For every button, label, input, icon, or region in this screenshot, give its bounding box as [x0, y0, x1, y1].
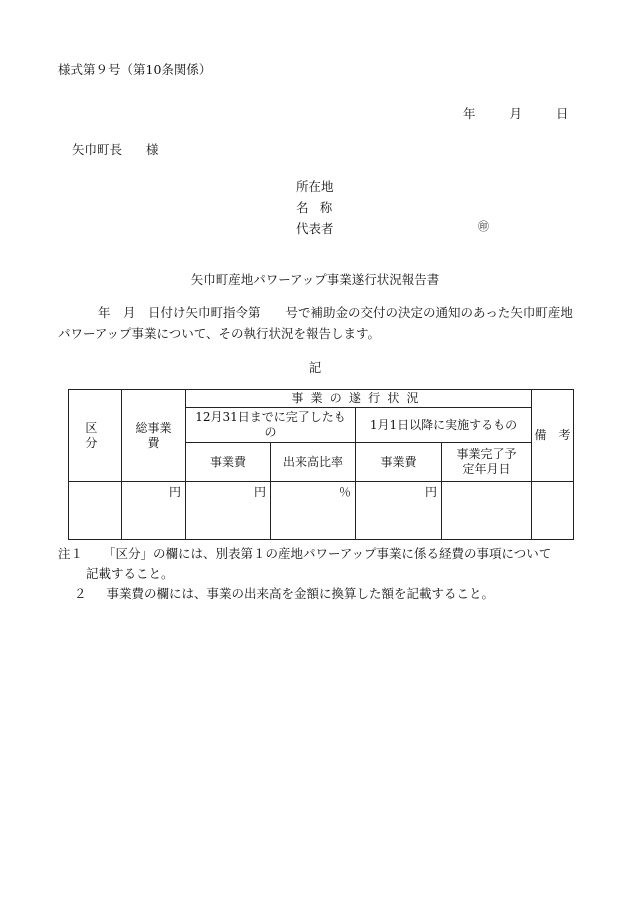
ki-heading: 記 [308, 360, 322, 375]
cell-kubun [69, 482, 122, 540]
addressee-honorific: 様 [146, 142, 159, 157]
date-year-label: 年 [463, 106, 476, 121]
note-1-label: 注１ [58, 546, 84, 561]
header-completion-date: 事業完了予定年月日 [442, 443, 532, 482]
cell-ratio-unit: ％ [271, 482, 356, 540]
note-2 [58, 584, 588, 604]
header-cost-completed: 事業費 [186, 443, 271, 482]
seal-mark: ㊞ [478, 220, 489, 233]
note-1 [58, 544, 588, 564]
header-completed-by-dec31: 12月31日までに完了したもの [186, 408, 356, 443]
header-completion-ratio: 出来高比率 [271, 443, 356, 482]
cell-completion-date [442, 482, 532, 540]
applicant-location-label: 所在地 [296, 179, 334, 194]
date-month-label: 月 [509, 106, 523, 121]
note-2-label: ２ [74, 586, 87, 601]
note-1-text: 「区分」の欄には、別表第１の産地パワーアップ事業に係る経費の事項について [103, 546, 552, 561]
document-title: 矢巾町産地パワーアップ事業遂行状況報告書 [190, 272, 440, 287]
notes [58, 544, 588, 604]
cell-cost-planned-unit: 円 [356, 482, 442, 540]
cell-total-unit: 円 [122, 482, 186, 540]
addressee [72, 140, 159, 158]
table-row [69, 482, 574, 540]
header-progress-status: 事業の遂行状況 [186, 390, 532, 408]
note-1-continuation: 記載すること。 [86, 566, 174, 581]
status-report-table [68, 389, 574, 540]
body-paragraph: 年 月 日付け矢巾町指令第 号で補助金の交付の決定の通知のあった矢巾町産地パワーアップ事業について、その執行状況を報告します。 [58, 305, 573, 341]
header-total-cost: 総事業費 [122, 390, 186, 482]
header-remarks: 備 考 [532, 390, 574, 482]
form-number: 様式第９号（第10条関係） [58, 62, 212, 77]
header-planned-after-jan1: 1月1日以降に実施するもの [356, 408, 532, 443]
date-day-label: 日 [556, 106, 569, 121]
cell-remarks [532, 482, 574, 540]
header-cost-planned: 事業費 [356, 443, 442, 482]
applicant-representative-label: 代表者 [296, 221, 334, 236]
applicant-name-label: 名称 [296, 200, 344, 215]
header-kubun: 区 分 [69, 390, 122, 482]
cell-cost-completed-unit: 円 [186, 482, 271, 540]
date-line [463, 104, 569, 122]
note-2-text: 事業費の欄には、事業の出来高を金額に換算した額を記載すること。 [106, 586, 495, 601]
addressee-name: 矢巾町長 [72, 142, 123, 157]
